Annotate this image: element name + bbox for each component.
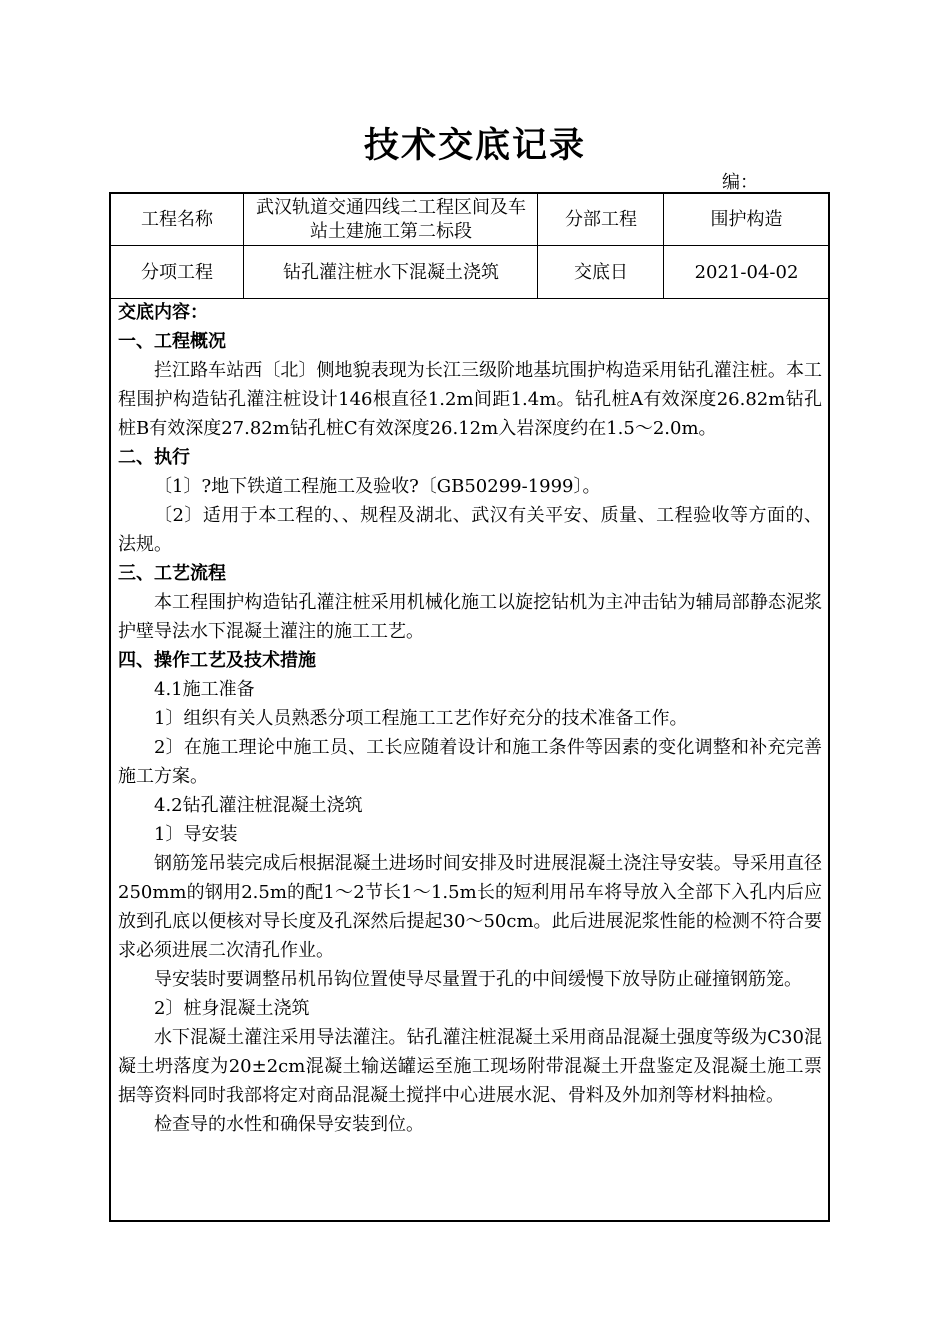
content-paragraph: 水下混凝土灌注采用导法灌注。钻孔灌注桩混凝土采用商品混凝土强度等级为C30混凝土坍落度为20±2cm混凝土输送罐运至施工现场附带混凝土开盘鉴定及混凝土施工票据等资料同时我部将定对商品混凝土搅拌中心进展水泥、骨料及外加剂等材料抽检。: [118, 1027, 822, 1106]
section-heading: 四、操作工艺及技术措施: [118, 650, 316, 671]
content-paragraph: 4.2钻孔灌注桩混凝土浇筑: [154, 795, 363, 816]
briefing-content: [118, 298, 822, 1139]
content-heading: 交底内容：: [118, 302, 208, 323]
section-heading: 一、工程概况: [118, 331, 226, 352]
table-col-divider: [243, 192, 244, 299]
table-col-divider: [537, 192, 538, 299]
document-title: 技术交底记录: [363, 125, 586, 166]
content-paragraph: 2〕桩身混凝土浇筑: [154, 998, 310, 1019]
division-value: 围护构造: [710, 208, 783, 230]
content-paragraph: 拦江路车站西〔北〕侧地貌表现为长江三级阶地基坑围护构造采用钻孔灌注桩。本工程围护构造钻孔灌注桩设计146根直径1.2m间距1.4m。钻孔桩A有效深度26.82m钻孔桩B有效深度27.82m钻孔桩C有效深度26.12m入岩深度约在1.5～2.0m。: [118, 360, 822, 439]
content-paragraph: 1〕导安装: [154, 824, 238, 845]
project-name-value: 武汉轨道交通四线二工程区间及车站土建施工第二标段: [256, 196, 526, 242]
project-name-label: 工程名称: [141, 208, 213, 230]
content-paragraph: 2〕在施工理论中施工员、工长应随着设计和施工条件等因素的变化调整和补充完善施工方案。: [118, 737, 822, 787]
table-col-divider: [663, 192, 664, 299]
content-paragraph: 检查导的水性和确保导安装到位。: [154, 1114, 424, 1135]
content-paragraph: 钢筋笼吊装完成后根据混凝土进场时间安排及时进展混凝土浇注导安装。导采用直径250mm的钢用2.5m的配1～2节长1～1.5m长的短利用吊车将导放入全部下入孔内后应放到孔底以便核对导长度及孔深然后提起30～50cm。此后进展泥浆性能的检测不符合要求必须进展二次清孔作业。: [118, 853, 822, 961]
content-paragraph: 本工程围护构造钻孔灌注桩采用机械化施工以旋挖钻机为主冲击钻为辅局部静态泥浆护壁导法水下混凝土灌注的施工工艺。: [118, 592, 822, 642]
content-paragraph: 导安装时要调整吊机吊钩位置使导尽量置于孔的中间缓慢下放导防止碰撞钢筋笼。: [154, 969, 802, 990]
date-label: 交底日: [574, 261, 628, 283]
subitem-value: 钻孔灌注桩水下混凝土浇筑: [283, 261, 499, 283]
editor-label: 编：: [722, 172, 758, 193]
division-label: 分部工程: [565, 208, 637, 230]
subitem-label: 分项工程: [141, 261, 213, 283]
section-heading: 二、执行: [118, 447, 190, 468]
content-paragraph: 〔2〕适用于本工程的、、规程及湖北、武汉有关平安、质量、工程验收等方面的、法规。: [118, 505, 822, 555]
content-paragraph: 1〕组织有关人员熟悉分项工程施工工艺作好充分的技术准备工作。: [154, 708, 688, 729]
content-paragraph: 〔1〕?地下铁道工程施工及验收?〔GB50299-1999〕。: [154, 476, 601, 497]
table-row-divider: [109, 245, 830, 246]
content-paragraph: 4.1施工准备: [154, 679, 255, 700]
section-heading: 三、工艺流程: [118, 563, 226, 584]
date-value: 2021-04-02: [694, 261, 799, 283]
